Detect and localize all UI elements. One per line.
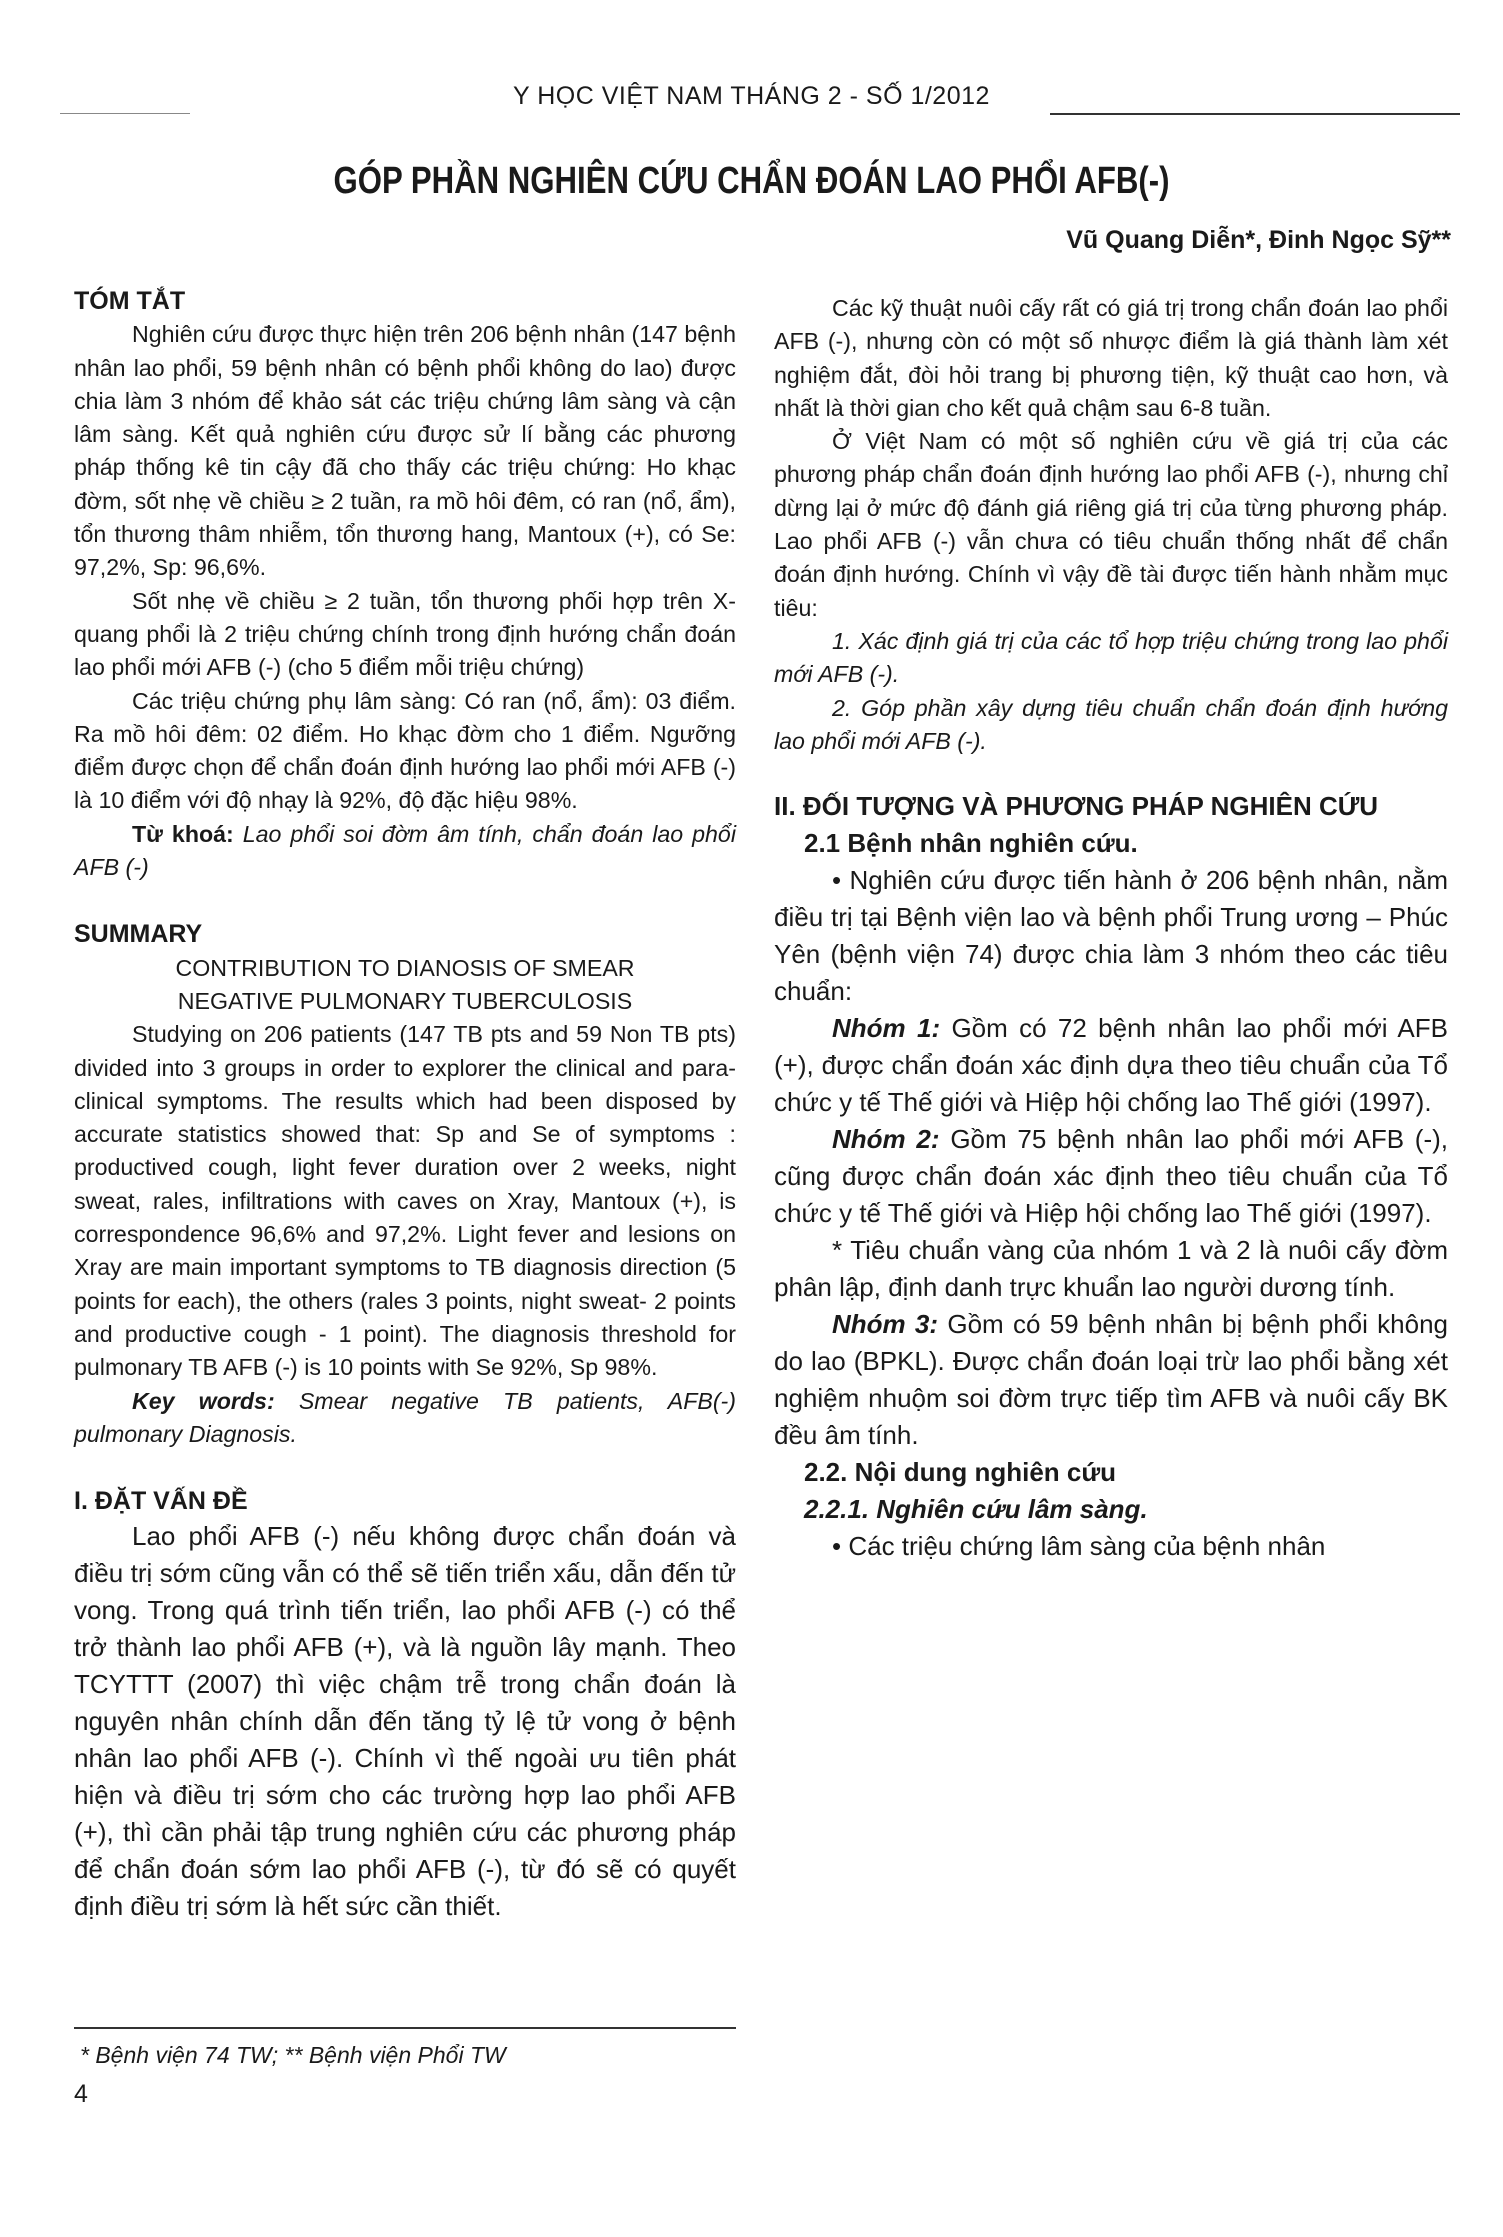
- group-3-label: Nhóm 3:: [832, 1309, 939, 1340]
- abstract-vi-keywords: [74, 818, 736, 885]
- group-2-label: Nhóm 2:: [832, 1124, 940, 1155]
- header-rule-right: [1050, 113, 1460, 115]
- group-2: [774, 1121, 1448, 1232]
- objective-2: 2. Góp phần xây dựng tiêu chuẩn chẩn đoán định hướng lao phổi mới AFB (-).: [774, 694, 1448, 754]
- abstract-vi-p1: Nghiên cứu được thực hiện trên 206 bệnh nhân (147 bệnh nhân lao phổi, 59 bệnh nhân có bệnh phổi không do lao) được chia làm 3 nhóm để khảo sát các triệu chứng lâm sàng và cận lâm sàng. Kết quả nghiên cứu được sử lí bằng các phương pháp thống kê tin cậy đã cho thấy các triệu chứng: Ho khạc đờm, sốt nhẹ về chiều ≥ 2 tuần, ra mồ hôi đêm, có ran (nổ, ẩm), tổn thương thâm nhiễm, tổn thương hang, Mantoux (+), có Se: 97,2%, Sp: 96,6%.: [74, 321, 736, 581]
- group-3-text: Gồm có 59 bệnh nhân bị bệnh phổi không do lao (BPKL). Được chẩn đoán loại trừ lao phổi bằng xét nghiệm nhuộm soi đờm trực tiếp tìm AFB và nuôi cấy BK đều âm tính.: [774, 1309, 1449, 1451]
- summary-subtitle: CONTRIBUTION TO DIANOSIS OF SMEAR NEGATIVE PULMONARY TUBERCULOSIS: [175, 954, 635, 1014]
- keywords-label: Từ khoá:: [132, 820, 234, 847]
- page-number: 4: [74, 2080, 88, 2108]
- group-3: [774, 1306, 1448, 1454]
- authors: Vũ Quang Diễn*, Đinh Ngọc Sỹ**: [1066, 226, 1451, 254]
- section1-heading: I. ĐẶT VẤN ĐỀ: [74, 1487, 248, 1516]
- right-column: [774, 292, 1448, 1565]
- section2-2-heading: 2.2. Nội dung nghiên cứu: [804, 1457, 1117, 1488]
- section1-p3: Ở Việt Nam có một số nghiên cứu về giá trị của các phương pháp chẩn đoán định hướng lao phổi AFB (-), nhưng chỉ dừng lại ở mức độ đánh giá riêng giá trị của từng phương pháp. Lao phổi AFB (-) vẫn chưa có tiêu chuẩn thống nhất để chẩn đoán định hướng. Chính vì vậy đề tài được tiến hành nhằm mục tiêu:: [774, 428, 1448, 621]
- abstract-vi-p2: Sốt nhẹ về chiều ≥ 2 tuần, tổn thương phối hợp trên X-quang phổi là 2 triệu chứng chính trong định hướng chẩn đoán lao phổi mới AFB (-) (cho 5 điểm mỗi triệu chứng): [74, 587, 736, 681]
- summary-keywords: [74, 1385, 736, 1452]
- group-1-text: Gồm có 72 bệnh nhân lao phổi mới AFB (+), được chẩn đoán xác định dựa theo tiêu chuẩn của Tổ chức y tế Thế giới và Hiệp hội chống lao Thế giới (1997).: [774, 1013, 1448, 1118]
- running-head: Y HỌC VIỆT NAM THÁNG 2 - SỐ 1/2012: [513, 82, 990, 110]
- objective-1: 1. Xác định giá trị của các tổ hợp triệu chứng trong lao phổi mới AFB (-).: [774, 627, 1448, 688]
- group-1: [774, 1010, 1448, 1121]
- section2-1-heading: 2.1 Bệnh nhân nghiên cứu.: [804, 828, 1138, 859]
- group-2-text: Gồm 75 bệnh nhân lao phổi mới AFB (-), cũng được chẩn đoán xác định theo tiêu chuẩn của Tổ chức y tế Thế giới và Hiệp hội chống lao Thế giới (1997).: [774, 1124, 1448, 1229]
- summary-keywords-label: Key words:: [132, 1387, 275, 1414]
- summary-heading: SUMMARY: [74, 920, 203, 949]
- section2-p1: • Nghiên cứu được tiến hành ở 206 bệnh nhân, nằm điều trị tại Bệnh viện lao và bệnh phổi Trung ương – Phúc Yên (bệnh viện 74) được chia làm 3 nhóm theo các tiêu chuẩn:: [774, 865, 1448, 1007]
- left-column: [74, 285, 736, 1925]
- keywords-text: Lao phổi soi đờm âm tính, chẩn đoán lao phổi AFB (-): [74, 820, 736, 881]
- abstract-vi-p3: Các triệu chứng phụ lâm sàng: Có ran (nổ, ẩm): 03 điểm. Ra mồ hôi đêm: 02 điểm. Ho khạc đờm cho 1 điểm. Ngưỡng điểm được chọn để chẩn đoán định hướng lao phổi mới AFB (-) là 10 điểm với độ nhạy là 92%, độ đặc hiệu 98%.: [74, 687, 736, 814]
- section2-2-1-heading: 2.2.1. Nghiên cứu lâm sàng.: [804, 1494, 1148, 1525]
- footnote: * Bệnh viện 74 TW; ** Bệnh viện Phổi TW: [80, 2042, 506, 2068]
- gold-standard: * Tiêu chuẩn vàng của nhóm 1 và 2 là nuôi cấy đờm phân lập, định danh trực khuẩn lao người dương tính.: [774, 1235, 1448, 1303]
- section1-p1: Lao phổi AFB (-) nếu không được chẩn đoán và điều trị sớm cũng vẫn có thể sẽ tiến triển xấu, dẫn đến tử vong. Trong quá trình tiến triển, lao phổi AFB (-) có thể trở thành lao phổi AFB (+), và là nguồn lây mạnh. Theo TCYTTT (2007) thì việc chậm trễ trong chẩn đoán là nguyên nhân chính dẫn đến tăng tỷ lệ tử vong ở bệnh nhân lao phổi AFB (-). Chính vì thế ngoài ưu tiên phát hiện và điều trị sớm cho các trường hợp lao phổi AFB (+), thì cần phải tập trung nghiên cứu các phương pháp để chẩn đoán sớm lao phổi AFB (-), từ đó sẽ có quyết định điều trị sớm là hết sức cần thiết.: [74, 1521, 736, 1922]
- section2-last: • Các triệu chứng lâm sàng của bệnh nhân: [832, 1531, 1326, 1562]
- footnote-rule: [74, 2027, 736, 2029]
- section2-heading: II. ĐỐI TƯỢNG VÀ PHƯƠNG PHÁP NGHIÊN CỨU: [774, 791, 1379, 822]
- section1-p2: Các kỹ thuật nuôi cấy rất có giá trị trong chẩn đoán lao phổi AFB (-), nhưng còn có một số nhược điểm là giá thành làm xét nghiệm đắt, đòi hỏi trang bị phương tiện, kỹ thuật cao hơn, và nhất là thời gian cho kết quả chậm sau 6-8 tuần.: [774, 295, 1448, 421]
- header-rule-left: [60, 113, 190, 114]
- group-1-label: Nhóm 1:: [832, 1013, 941, 1044]
- summary-p1: Studying on 206 patients (147 TB pts and 59 Non TB pts) divided into 3 groups in order to explorer the clinical and para-clinical symptoms. The results which had been disposed by accurate statistics showed that: Sp and Se of symptoms : productived cough, light fever duration over 2 weeks, night sweat, rales, infiltrations with caves on Xray, Mantoux (+), is correspondence 96,6% and 97,2%. Light fever and lesions on Xray are main important symptoms to TB diagnosis direction (5 points for each), the others (rales 3 points, night sweat- 2 points and productive cough - 1 point). The diagnosis threshold for pulmonary TB AFB (-) is 10 points with Se 92%, Sp 98%.: [74, 1021, 736, 1381]
- summary-keywords-text: Smear negative TB patients, AFB(-) pulmonary Diagnosis.: [74, 1387, 737, 1447]
- article-title: GÓP PHẦN NGHIÊN CỨU CHẨN ĐOÁN LAO PHỔI AFB(-): [333, 160, 1170, 202]
- abstract-vi-heading: TÓM TẮT: [74, 287, 186, 315]
